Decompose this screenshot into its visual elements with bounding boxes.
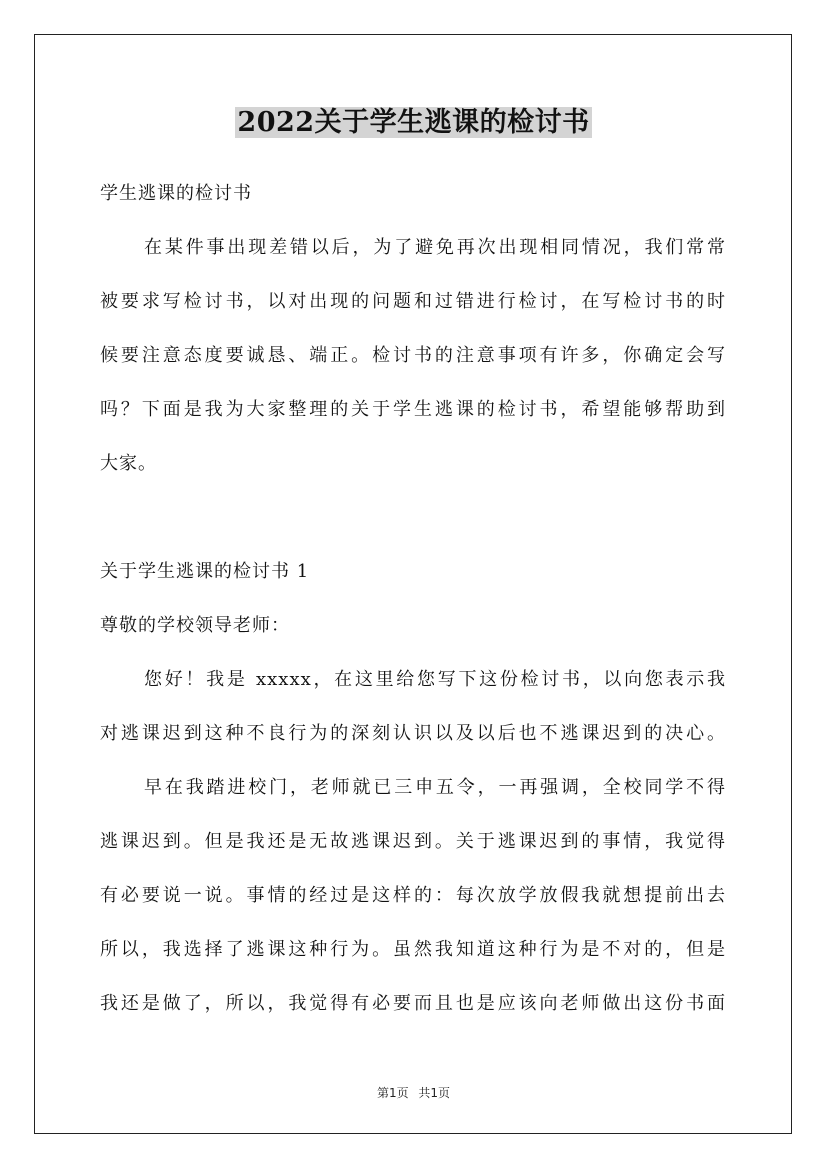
paragraph-line: 早在我踏进校门，老师就已三申五令，一再强调，全校同学不得 [144,777,726,798]
document-title-text: 2022关于学生逃课的检讨书 [237,107,590,138]
blank-line [100,491,726,545]
intro-line: 被要求写检讨书，以对出现的问题和过错进行检讨，在写检讨书的时 [100,291,726,312]
paragraph-line: 逃课迟到。但是我还是无故逃课迟到。关于逃课迟到的事情，我觉得 [100,831,726,852]
section-heading: 关于学生逃课的检讨书 1 [100,561,310,582]
intro-line: 在某件事出现差错以后，为了避免再次出现相同情况，我们常常 [144,237,726,258]
paragraph-line: 有必要说一说。事情的经过是这样的：每次放学放假我就想提前出去 [100,885,726,906]
salutation: 尊敬的学校领导老师： [100,615,290,636]
document-title [0,104,827,142]
intro-line: 吗？下面是我为大家整理的关于学生逃课的检讨书，希望能够帮助到 [100,399,726,420]
intro-line: 大家。 [100,453,157,474]
document-body [100,167,726,1031]
paragraph-line: 所以，我选择了逃课这种行为。虽然我知道这种行为是不对的，但是 [100,939,726,960]
paragraph-line: 您好！我是 xxxxx，在这里给您写下这份检讨书，以向您表示我 [144,669,726,690]
paragraph-line: 对逃课迟到这种不良行为的深刻认识以及以后也不逃课迟到的决心。 [100,723,726,744]
paragraph-line: 我还是做了，所以，我觉得有必要而且也是应该向老师做出这份书面 [100,993,726,1014]
page-footer: 第1页 共1页 [376,1086,451,1100]
intro-line: 候要注意态度要诚恳、端正。检讨书的注意事项有许多，你确定会写 [100,345,726,366]
document-subtitle: 学生逃课的检讨书 [100,183,252,204]
